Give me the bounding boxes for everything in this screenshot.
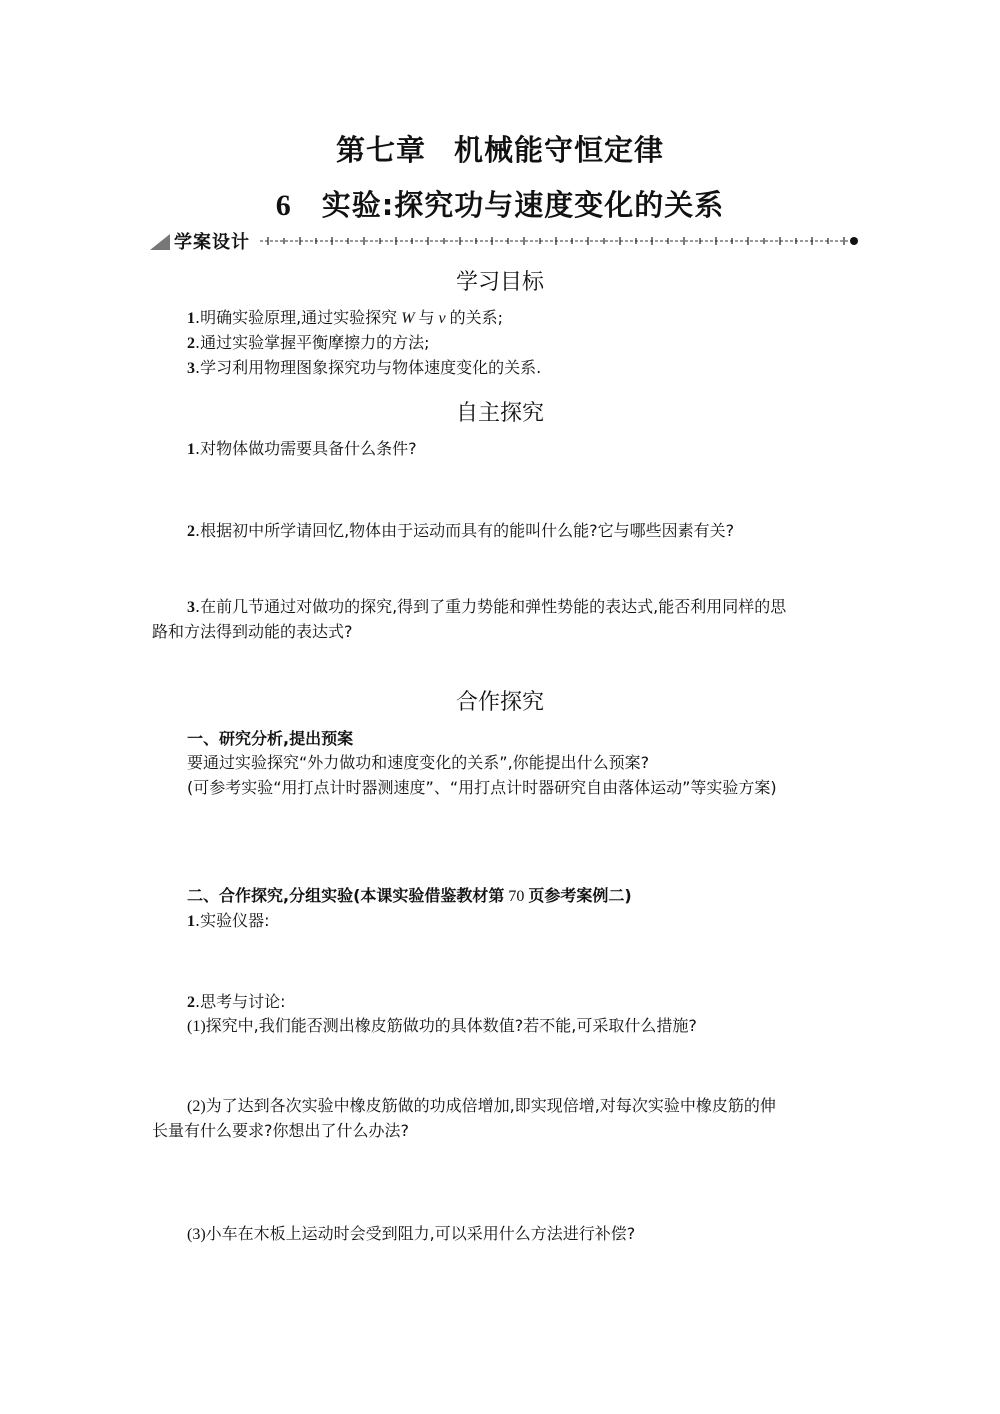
dotted-rule-divider [260, 236, 866, 246]
discussion-question-2-line2: 长量有什么要求?你想出了什么办法? [152, 1121, 409, 1140]
section-banner [150, 228, 866, 254]
self-study-item-2: 2.根据初中所学请回忆,物体由于运动而具有的能叫什么能?它与哪些因素有关? [187, 521, 735, 540]
chapter-name: 机械能守恒定律 [454, 133, 665, 167]
discussion-question-3: (3)小车在木板上运动时会受到阻力,可以采用什么方法进行补偿? [187, 1224, 636, 1243]
discussion-question-2-line1: (2)为了达到各次实验中橡皮筋做的功成倍增加,即实现倍增,对每次实验中橡皮筋的伸 [187, 1096, 776, 1115]
chapter-number: 第七章 [335, 133, 426, 167]
lesson-number: 6 [275, 189, 292, 222]
triangle-icon [150, 234, 170, 250]
objective-item-1: 1.明确实验原理,通过实验探究 W 与 v 的关系; [187, 308, 504, 327]
cooperative-heading: 合作探究 [455, 690, 544, 715]
part1-hint: (可参考实验“用打点计时器测速度”、“用打点计时器研究自由落体运动”等实验方案) [187, 778, 777, 797]
chapter-title [0, 128, 1000, 169]
banner-label: 学案设计 [174, 232, 250, 253]
part2-title: 二、合作探究,分组实验(本课实验借鉴教材第 70 页参考案例二) [187, 886, 632, 905]
part1-title: 一、研究分析,提出预案 [187, 729, 354, 748]
lesson-title [0, 183, 1000, 224]
objective-item-2: 2.通过实验掌握平衡摩擦力的方法; [187, 333, 430, 352]
lesson-title-text: 实验:探究功与速度变化的关系 [321, 188, 725, 222]
self-study-item-3-line1: 3.在前几节通过对做功的探究,得到了重力势能和弹性势能的表达式,能否利用同样的思 [187, 597, 787, 616]
self-study-item-1: 1.对物体做功需要具备什么条件? [187, 439, 417, 458]
self-study-item-3-line2: 路和方法得到动能的表达式? [152, 622, 353, 641]
page-number: 70 [508, 888, 525, 905]
variable-v: v [438, 310, 446, 327]
objectives-heading: 学习目标 [455, 270, 544, 295]
part2-item-2: 2.思考与讨论: [187, 992, 286, 1011]
part2-item-1: 1.实验仪器: [187, 911, 270, 930]
part1-question: 要通过实验探究“外力做功和速度变化的关系”,你能提出什么预案? [187, 753, 650, 772]
objective-item-3: 3.学习利用物理图象探究功与物体速度变化的关系. [187, 358, 542, 377]
variable-W: W [401, 310, 415, 327]
discussion-question-1: (1)探究中,我们能否测出橡皮筋做功的具体数值?若不能,可采取什么措施? [187, 1016, 697, 1035]
self-study-heading: 自主探究 [455, 401, 544, 426]
